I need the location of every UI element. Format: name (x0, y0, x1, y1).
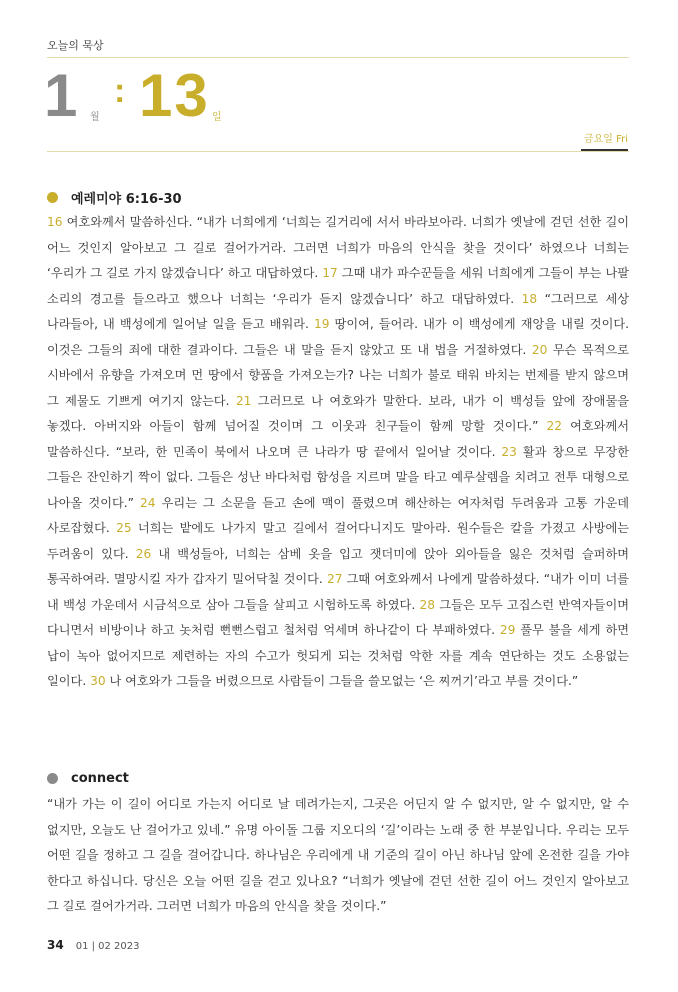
verse-number: 27 (326, 572, 343, 586)
verse-text: 풀무 불을 세게 하면 납이 녹아 없어지므로 제련하는 자의 수고가 헛되게 되는 것처럼 악한 자를 계속 연단하는 것도 소용없는 일이다. (47, 623, 629, 688)
top-divider (47, 57, 629, 58)
verse-number: 25 (116, 521, 132, 535)
verse-number: 24 (140, 495, 156, 510)
verse-number: 29 (499, 623, 516, 637)
verse-number: 26 (135, 546, 152, 561)
weekday-label: 금요일 Fri (583, 134, 628, 145)
verse-text: 내 백성들아, 너희는 삼베 옷을 입고 잿더미에 앉아 외아들을 잃은 것처럼 슬퍼하며 통곡하여라. 멸망시킬 자가 갑자기 밀어닥칠 것이다. (47, 546, 629, 586)
verse-number: 22 (546, 419, 563, 433)
verse-number: 20 (531, 342, 548, 357)
verse-text: 무슨 목적으로 시바에서 유향을 가져오며 먼 땅에서 향품을 가져오는가? 나는 너희가 불로 태워 바치는 번제를 받지 않으며 그 제물도 기쁘게 여기지 않는다. (47, 342, 629, 408)
connect-title: connect (71, 771, 129, 786)
verse-text: 활과 창으로 무장한 그들은 잔인하기 짝이 없다. 그들은 성난 바다처럼 함성을 지르며 말을 타고 예루살렘을 치려고 전투 대형으로 나아올 것이다.” (47, 444, 629, 510)
verse-text: 그때 여호와께서 나에게 말씀하셨다. “내가 이미 너를 내 백성 가운데서 시금석으로 삼아 그들을 살피고 시험하도록 하였다. (47, 572, 629, 612)
verse-text: 너희는 밭에도 나가지 말고 길에서 걸어다니지도 말아라. 원수들은 칼을 가졌고 사방에는 두려움이 있다. (47, 521, 629, 561)
verse-text: 그러므로 나 여호와가 말한다. 보라, 내가 이 백성들 앞에 장애물을 놓겠다. 아버지와 아들이 함께 넘어질 것이며 그 이웃과 친구들이 함께 망할 것이다.” (47, 393, 629, 433)
bullet-dot-icon (47, 773, 58, 784)
connect-body: “내가 가는 이 길이 어디로 가는지 어디로 날 데려가는지, 그곳은 어딘지 알 수 없지만, 알 수 없지만, 알 수 없지만, 오늘도 난 걸어가고 있네.” 유명 아이돌 그룹 지오디의 ‘길’이라는 노래 중 한 부분입니다. 우리는 모두 어떤 길을 정하고 그 길을 걸어갑니다. 하나님은 우리에게 내 기준의 길이 아닌 하나님 앞에 온전한 길을 가야 한다고 하십니다. 당신은 오늘 어떤 길을 걷고 있나요? “너희가 옛날에 걷던 선한 길이 어느 것인지 알아보고 그 길로 걸어가거라. 그러면 너희가 마음의 안식을 찾을 것이다.” (47, 797, 629, 913)
verse-number: 28 (419, 597, 436, 612)
scripture-heading (47, 188, 182, 207)
verse-number: 21 (235, 393, 252, 408)
verse-text: “그러므로 세상 나라들아, 내 백성에게 일어날 일을 듣고 배워라. (47, 291, 629, 331)
connect-heading (47, 771, 129, 786)
verse-text: 여호와께서 말씀하신다. “내가 너희에게 ‘너희는 길거리에 서서 바라보아라. 너희가 옛날에 걷던 선한 길이 어느 것인지 알아보고 그 길로 걸어가거라. 그러면 너희가 마음의 안식을 찾을 것이다’ 하였으나 너희는 ‘우리가 그 길로 가지 않겠습니다’ 하고 대답하였다. (47, 215, 629, 280)
verse-number: 19 (314, 317, 330, 331)
header-divider (47, 151, 629, 152)
verse-text: 우리는 그 소문을 듣고 손에 맥이 풀렸으며 해산하는 여자처럼 두려움과 고통 가운데 사로잡혔다. (47, 495, 629, 535)
verse-text: 땅이여, 들어라. 내가 이 백성에게 재앙을 내릴 것이다. 이것은 그들의 죄에 대한 결과이다. 그들은 내 말을 듣지 않았고 또 내 법을 거절하였다. (47, 317, 629, 357)
month-unit: 월 (90, 112, 100, 123)
date-month: 1 (44, 62, 78, 129)
scripture-passage (47, 210, 629, 695)
scripture-reference: 예레미야 6:16-30 (71, 192, 182, 207)
page-number: 34 (47, 938, 64, 952)
page-footer (47, 938, 140, 952)
verse-text: 그때 내가 파수꾼들을 세워 너희에게 그들이 부는 나팔 소리의 경고를 들으라고 했으나 너희는 ‘우리가 듣지 않겠습니다’ 하고 대답하였다. (47, 266, 629, 306)
date-day: 13 (139, 62, 210, 129)
verse-number: 23 (501, 444, 517, 459)
bullet-dot-icon (47, 192, 58, 203)
verse-number: 16 (47, 215, 63, 229)
day-unit: 일 (212, 112, 222, 123)
issue-date: 01 | 02 2023 (75, 941, 140, 952)
date-separator: : (114, 72, 126, 110)
verse-text: 여호와께서 말씀하신다. “보라, 한 민족이 북에서 나오며 큰 나라가 땅 끝에서 일어날 것이다. (47, 419, 629, 459)
verse-number: 17 (322, 266, 338, 280)
verse-text: 그들은 모두 고집스런 반역자들이며 다니면서 비방이나 하고 놋처럼 뻔뻔스럽고 철처럼 억세며 하나같이 다 부패하였다. (47, 597, 630, 637)
magazine-section-label: 오늘의 묵상 (47, 39, 104, 52)
verse-number: 18 (521, 291, 538, 306)
date-display (44, 64, 634, 128)
verse-text: 나 여호와가 그들을 버렸으므로 사람들이 그들을 쓸모없는 ‘은 찌꺼기’라고 부를 것이다.” (105, 674, 579, 688)
verse-number: 30 (90, 674, 106, 688)
